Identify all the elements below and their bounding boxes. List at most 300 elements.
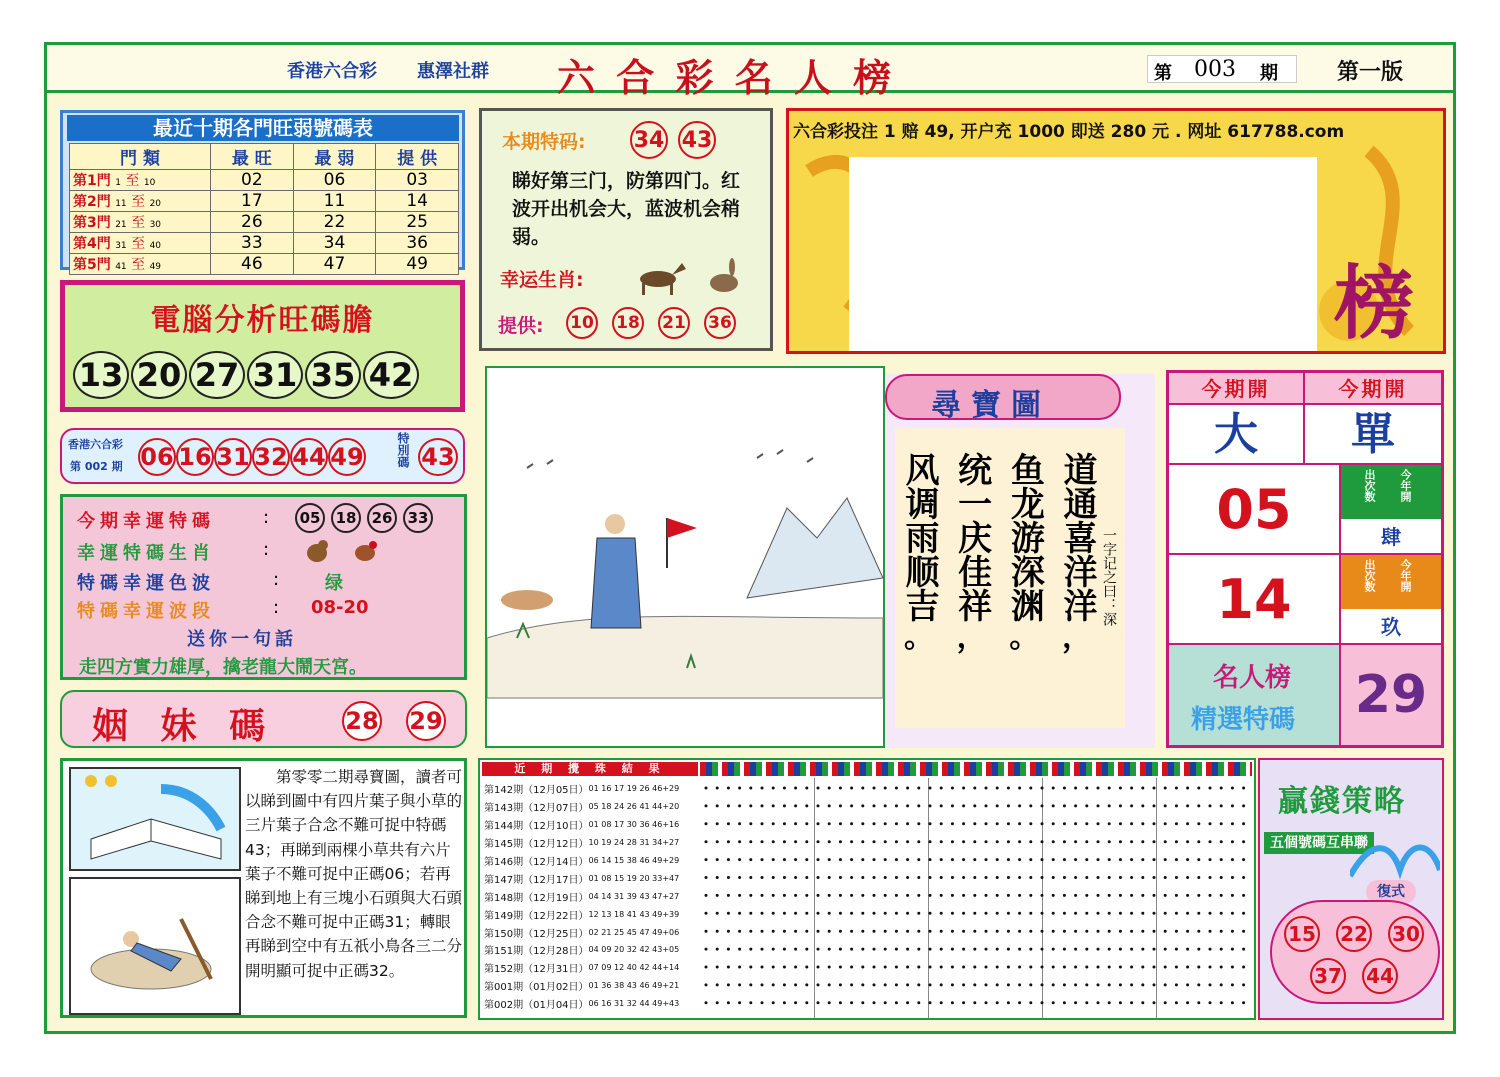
open-value-odd: 單 (1305, 405, 1441, 465)
grid-dot (1231, 912, 1234, 915)
poem-stop: ， (1061, 620, 1092, 655)
grid-dot (1052, 804, 1055, 807)
grid-dot (962, 894, 965, 897)
door-to-label: 至 (131, 194, 146, 210)
grid-dot (996, 840, 999, 843)
grid-dot (1242, 804, 1245, 807)
history-dot-grid (700, 778, 1254, 1018)
grid-dot (738, 1001, 741, 1004)
history-date: （12月19日） (523, 892, 589, 904)
grid-dot (727, 858, 730, 861)
history-issue: 第145期 (484, 839, 524, 851)
lucky-row2-colon: : (263, 539, 270, 560)
grid-dot (884, 930, 887, 933)
grid-dot (1119, 912, 1122, 915)
grid-dot (727, 912, 730, 915)
grid-dot (850, 858, 853, 861)
grid-dot (1141, 822, 1144, 825)
grid-dot (1141, 787, 1144, 790)
grid-dot (738, 983, 741, 986)
grid-dot (839, 787, 842, 790)
history-issue: 第143期 (484, 803, 524, 815)
grid-dot (1018, 840, 1021, 843)
grid-dot (1153, 912, 1156, 915)
grid-dot (783, 983, 786, 986)
grid-dot (1074, 966, 1077, 969)
history-row (484, 816, 698, 834)
fallen-man-icon (71, 879, 239, 1013)
grid-dot (1186, 858, 1189, 861)
door-label: 第2門 (73, 194, 111, 210)
grid-dot (1197, 912, 1200, 915)
lucky-panel (60, 494, 467, 680)
grid-dot (906, 858, 909, 861)
grid-dot (1041, 894, 1044, 897)
door-to-label: 至 (131, 215, 146, 231)
grid-dot (1209, 912, 1212, 915)
grid-dot (828, 804, 831, 807)
grid-dot (1052, 858, 1055, 861)
lucky-row1-label: 今期幸運特碼 (77, 511, 215, 532)
grid-dot (895, 1001, 898, 1004)
lucky-row3-label: 特碼幸運色波 (77, 573, 215, 594)
grid-dot (1186, 894, 1189, 897)
grid-dot (794, 1001, 797, 1004)
last-result-ball: 31 (214, 438, 252, 476)
grid-dot (1209, 1001, 1212, 1004)
grid-dot (1074, 787, 1077, 790)
grid-dot (850, 804, 853, 807)
cell-max: 46 (211, 254, 294, 275)
issue-box (1147, 55, 1297, 83)
grid-dot (940, 966, 943, 969)
grid-dot (805, 804, 808, 807)
grid-dot (962, 822, 965, 825)
grid-dot (962, 983, 965, 986)
grid-dot (1141, 858, 1144, 861)
grid-dot (794, 876, 797, 879)
history-row (484, 852, 698, 870)
grid-dot (1231, 966, 1234, 969)
grid-dot (1242, 840, 1245, 843)
last-result-ball: 06 (138, 438, 176, 476)
history-row (484, 798, 698, 816)
grid-dot (1085, 787, 1088, 790)
grid-dot (783, 930, 786, 933)
grid-dot (973, 804, 976, 807)
grid-dot (1018, 912, 1021, 915)
grid-dot (996, 1001, 999, 1004)
grid-dot (794, 912, 797, 915)
grid-dot (705, 787, 708, 790)
history-numbers: 01 36 38 43 46 49+21 (588, 981, 680, 991)
table-row (70, 170, 459, 191)
grid-dot (1108, 894, 1111, 897)
grid-dot (906, 983, 909, 986)
door-to: 49 (149, 262, 162, 272)
grid-dot (917, 894, 920, 897)
grid-dot (727, 787, 730, 790)
history-date: （12月07日） (523, 803, 589, 815)
grid-dot (1085, 804, 1088, 807)
grid-dot (906, 966, 909, 969)
grid-dot (1063, 983, 1066, 986)
treasure-title-ribbon (885, 374, 1121, 423)
strategy-ball: 37 (1310, 958, 1346, 994)
grid-dot (1231, 840, 1234, 843)
poem-column: 道通喜洋洋 (1056, 452, 1097, 622)
grid-dot (1007, 787, 1010, 790)
grid-dot (906, 930, 909, 933)
grid-dot (1041, 804, 1044, 807)
grid-dot (973, 894, 976, 897)
grid-dot (1063, 948, 1066, 951)
grid-dot (1041, 840, 1044, 843)
grid-dot (996, 894, 999, 897)
grid-dot (850, 912, 853, 915)
grid-dot (1231, 1001, 1234, 1004)
grid-dot (1141, 948, 1144, 951)
grid-dot (839, 876, 842, 879)
grid-dot (917, 948, 920, 951)
grid-dot (817, 1001, 820, 1004)
grid-dot (1119, 983, 1122, 986)
poem-column: 统一庆佳祥 (951, 452, 992, 622)
grid-dot (1186, 876, 1189, 879)
grid-dot (962, 912, 965, 915)
grid-dot (1063, 804, 1066, 807)
grid-dot (1197, 822, 1200, 825)
grid-dot (1175, 948, 1178, 951)
grid-dot (906, 840, 909, 843)
grid-dot (929, 840, 932, 843)
grid-dot (929, 966, 932, 969)
grid-dot (1130, 840, 1133, 843)
grid-dot (749, 858, 752, 861)
door-label: 第4門 (73, 236, 111, 252)
grid-dot (1029, 966, 1032, 969)
grid-dot (1242, 948, 1245, 951)
grid-dot (828, 858, 831, 861)
grid-dot (895, 894, 898, 897)
grid-dot (917, 822, 920, 825)
grid-dot (1029, 894, 1032, 897)
grid-dot (1141, 1001, 1144, 1004)
grid-dot (951, 787, 954, 790)
grid-dot (861, 822, 864, 825)
grid-dot (1074, 983, 1077, 986)
grid-dot (1018, 894, 1021, 897)
grid-dot (817, 894, 820, 897)
wave-icon (1350, 830, 1440, 880)
grid-dot (873, 787, 876, 790)
grid-dot (1097, 840, 1100, 843)
grid-dot (1119, 966, 1122, 969)
grid-dot (1007, 1001, 1010, 1004)
grid-dot (1041, 912, 1044, 915)
cell-max: 33 (211, 233, 294, 254)
grid-dot (1041, 983, 1044, 986)
poem-stop: ， (956, 620, 987, 655)
grid-dot (1209, 804, 1212, 807)
grid-dot (1231, 930, 1234, 933)
grid-dot (861, 876, 864, 879)
grid-dot (828, 948, 831, 951)
grid-dot (917, 876, 920, 879)
history-date: （12月17日） (523, 874, 589, 886)
grid-dot (1186, 983, 1189, 986)
grid-dot (1074, 894, 1077, 897)
history-issue: 第148期 (484, 892, 524, 904)
give-label: 提供: (498, 315, 544, 337)
grid-dot (1018, 930, 1021, 933)
grid-dot (940, 787, 943, 790)
grid-dot (738, 804, 741, 807)
famous-number: 29 (1341, 645, 1441, 745)
grid-dot (761, 858, 764, 861)
grid-dot (1242, 858, 1245, 861)
grid-dot (1041, 948, 1044, 951)
grid-dot (716, 912, 719, 915)
treasure-poem-area (895, 428, 1125, 728)
grid-dot (1052, 876, 1055, 879)
grid-dot (850, 822, 853, 825)
grid-dot (1141, 894, 1144, 897)
computer-analysis-panel (60, 280, 465, 412)
grid-dot (749, 966, 752, 969)
grid-dot (1220, 804, 1223, 807)
cell-give: 25 (376, 212, 459, 233)
grid-dot (929, 822, 932, 825)
grid-dot (929, 912, 932, 915)
grid-dot (1130, 1001, 1133, 1004)
grid-dot (794, 858, 797, 861)
grid-dot (772, 858, 775, 861)
grid-dot (1119, 787, 1122, 790)
grid-dot (884, 1001, 887, 1004)
grid-dot (1186, 948, 1189, 951)
grid-dot (1153, 876, 1156, 879)
grid-dot (1029, 858, 1032, 861)
computer-ball: 20 (131, 351, 187, 399)
special-code-text: 睇好第三门，防第四门。红波开出机会大，蓝波机会稍弱。 (512, 170, 741, 248)
grid-dot (1197, 840, 1200, 843)
grid-dot (861, 894, 864, 897)
grid-dot (1220, 983, 1223, 986)
table-row (70, 212, 459, 233)
history-list (484, 780, 698, 1013)
grid-dot (1130, 948, 1133, 951)
grid-dot (705, 894, 708, 897)
door-to: 10 (143, 178, 156, 188)
grid-dot (996, 966, 999, 969)
grid-dot (951, 1001, 954, 1004)
grid-dot (1153, 966, 1156, 969)
grid-dot (861, 1001, 864, 1004)
grid-dot (817, 787, 820, 790)
grid-dot (805, 840, 808, 843)
grid-dot (716, 966, 719, 969)
history-row (484, 977, 698, 995)
door-to: 20 (149, 199, 162, 209)
grid-dot (783, 822, 786, 825)
header-title: 六 合 彩 名 人 榜 (557, 55, 896, 100)
grid-dot (1197, 876, 1200, 879)
special-code-ball: 34 (630, 121, 668, 159)
grid-dot (1097, 948, 1100, 951)
grid-dot (1153, 948, 1156, 951)
grid-dot (884, 948, 887, 951)
grid-dot (761, 894, 764, 897)
history-numbers: 05 18 24 26 41 44+20 (588, 802, 680, 812)
history-issue: 第001期 (484, 982, 524, 994)
grid-dot (805, 912, 808, 915)
count-value-1: 肆 (1341, 519, 1441, 555)
grid-dot (929, 983, 932, 986)
ad-blank-area (849, 157, 1317, 354)
grid-dot (761, 948, 764, 951)
grid-dot (1186, 912, 1189, 915)
history-numbers: 04 14 31 39 43 47+27 (588, 891, 680, 901)
grid-dot (1018, 876, 1021, 879)
grid-dot (1186, 787, 1189, 790)
grid-dot (1175, 804, 1178, 807)
grid-dot (1153, 983, 1156, 986)
grid-dot (817, 858, 820, 861)
grid-dot (1186, 966, 1189, 969)
grid-dot (1052, 787, 1055, 790)
grid-dot (1242, 1001, 1245, 1004)
grid-dot (1063, 930, 1066, 933)
grid-dot (1052, 1001, 1055, 1004)
grid-dot (828, 1001, 831, 1004)
grid-dot (1220, 1001, 1223, 1004)
grid-dot (738, 912, 741, 915)
grid-dot (1041, 1001, 1044, 1004)
grid-dot (1153, 787, 1156, 790)
grid-dot (1097, 930, 1100, 933)
grid-dot (1052, 840, 1055, 843)
history-row (484, 905, 698, 923)
grid-dot (727, 930, 730, 933)
grid-dot (1220, 840, 1223, 843)
cell-give: 49 (376, 254, 459, 275)
grid-dot (973, 930, 976, 933)
grid-dot (805, 787, 808, 790)
last-result-ball: 44 (290, 438, 328, 476)
grid-dot (996, 948, 999, 951)
history-date: （12月14日） (523, 857, 589, 868)
history-issue: 第146期 (484, 857, 524, 868)
grid-dot (884, 876, 887, 879)
cell-max: 02 (211, 170, 294, 191)
story-panel (60, 758, 467, 1018)
grid-dot (783, 948, 786, 951)
strategy-ball: 44 (1362, 958, 1398, 994)
lucky-row1-colon: : (263, 507, 270, 528)
grid-dot (1041, 822, 1044, 825)
landscape-drawing (487, 368, 883, 746)
grid-dot (1242, 876, 1245, 879)
grid-dot (973, 912, 976, 915)
grid-dot (738, 787, 741, 790)
grid-dot (1085, 894, 1088, 897)
grid-dot (1108, 912, 1111, 915)
grid-dot (1209, 983, 1212, 986)
grid-dot (962, 948, 965, 951)
grid-dot (727, 840, 730, 843)
grid-dot (1085, 912, 1088, 915)
grid-dot (850, 894, 853, 897)
grid-dot (1052, 948, 1055, 951)
ad-banner-char: 榜 (1334, 257, 1414, 350)
grid-dot (1119, 894, 1122, 897)
grid-dot (738, 894, 741, 897)
grid-dot (873, 983, 876, 986)
grid-dot (1153, 822, 1156, 825)
grid-dot (783, 894, 786, 897)
grid-dot (1063, 876, 1066, 879)
grid-dot (973, 858, 976, 861)
last-result-ball: 32 (252, 438, 290, 476)
grid-dot (1018, 1001, 1021, 1004)
grid-dot (985, 840, 988, 843)
grid-dot (895, 966, 898, 969)
history-row (484, 923, 698, 941)
grid-dot (839, 948, 842, 951)
grid-dot (705, 912, 708, 915)
grid-dot (772, 840, 775, 843)
ad-text: 六合彩投注 1 赔 49, 开户充 1000 即送 280 元 . 网址 617788.com (793, 122, 1345, 142)
grid-dot (828, 894, 831, 897)
grid-dot (895, 930, 898, 933)
give-ball: 21 (658, 307, 690, 339)
grid-dot (727, 948, 730, 951)
grid-dot (929, 1001, 932, 1004)
grid-dot (1097, 822, 1100, 825)
grid-dot (973, 948, 976, 951)
grid-dot (716, 858, 719, 861)
grid-dot (1097, 858, 1100, 861)
grid-dot (873, 948, 876, 951)
col-header-min: 最 弱 (293, 144, 376, 170)
grid-dot (906, 876, 909, 879)
computer-ball: 31 (247, 351, 303, 399)
grid-dot (1085, 876, 1088, 879)
grid-dot (817, 876, 820, 879)
grid-dot (1119, 948, 1122, 951)
grid-dot (1164, 894, 1167, 897)
grid-dot (783, 858, 786, 861)
grid-dot (1164, 930, 1167, 933)
door-label: 第3門 (73, 215, 111, 231)
grid-dot (1130, 787, 1133, 790)
grid-dot (895, 822, 898, 825)
grid-dot (996, 930, 999, 933)
count-year-1: 今年開 (1399, 469, 1412, 502)
history-date: （12月28日） (523, 946, 589, 958)
grid-dot (1175, 858, 1178, 861)
grid-dot (951, 930, 954, 933)
grid-dot (705, 876, 708, 879)
grid-dot (1141, 840, 1144, 843)
grid-dot (1175, 822, 1178, 825)
grid-dot (873, 894, 876, 897)
grid-dot (985, 983, 988, 986)
grid-dot (1197, 804, 1200, 807)
grid-dot (850, 840, 853, 843)
grid-dot (1007, 894, 1010, 897)
